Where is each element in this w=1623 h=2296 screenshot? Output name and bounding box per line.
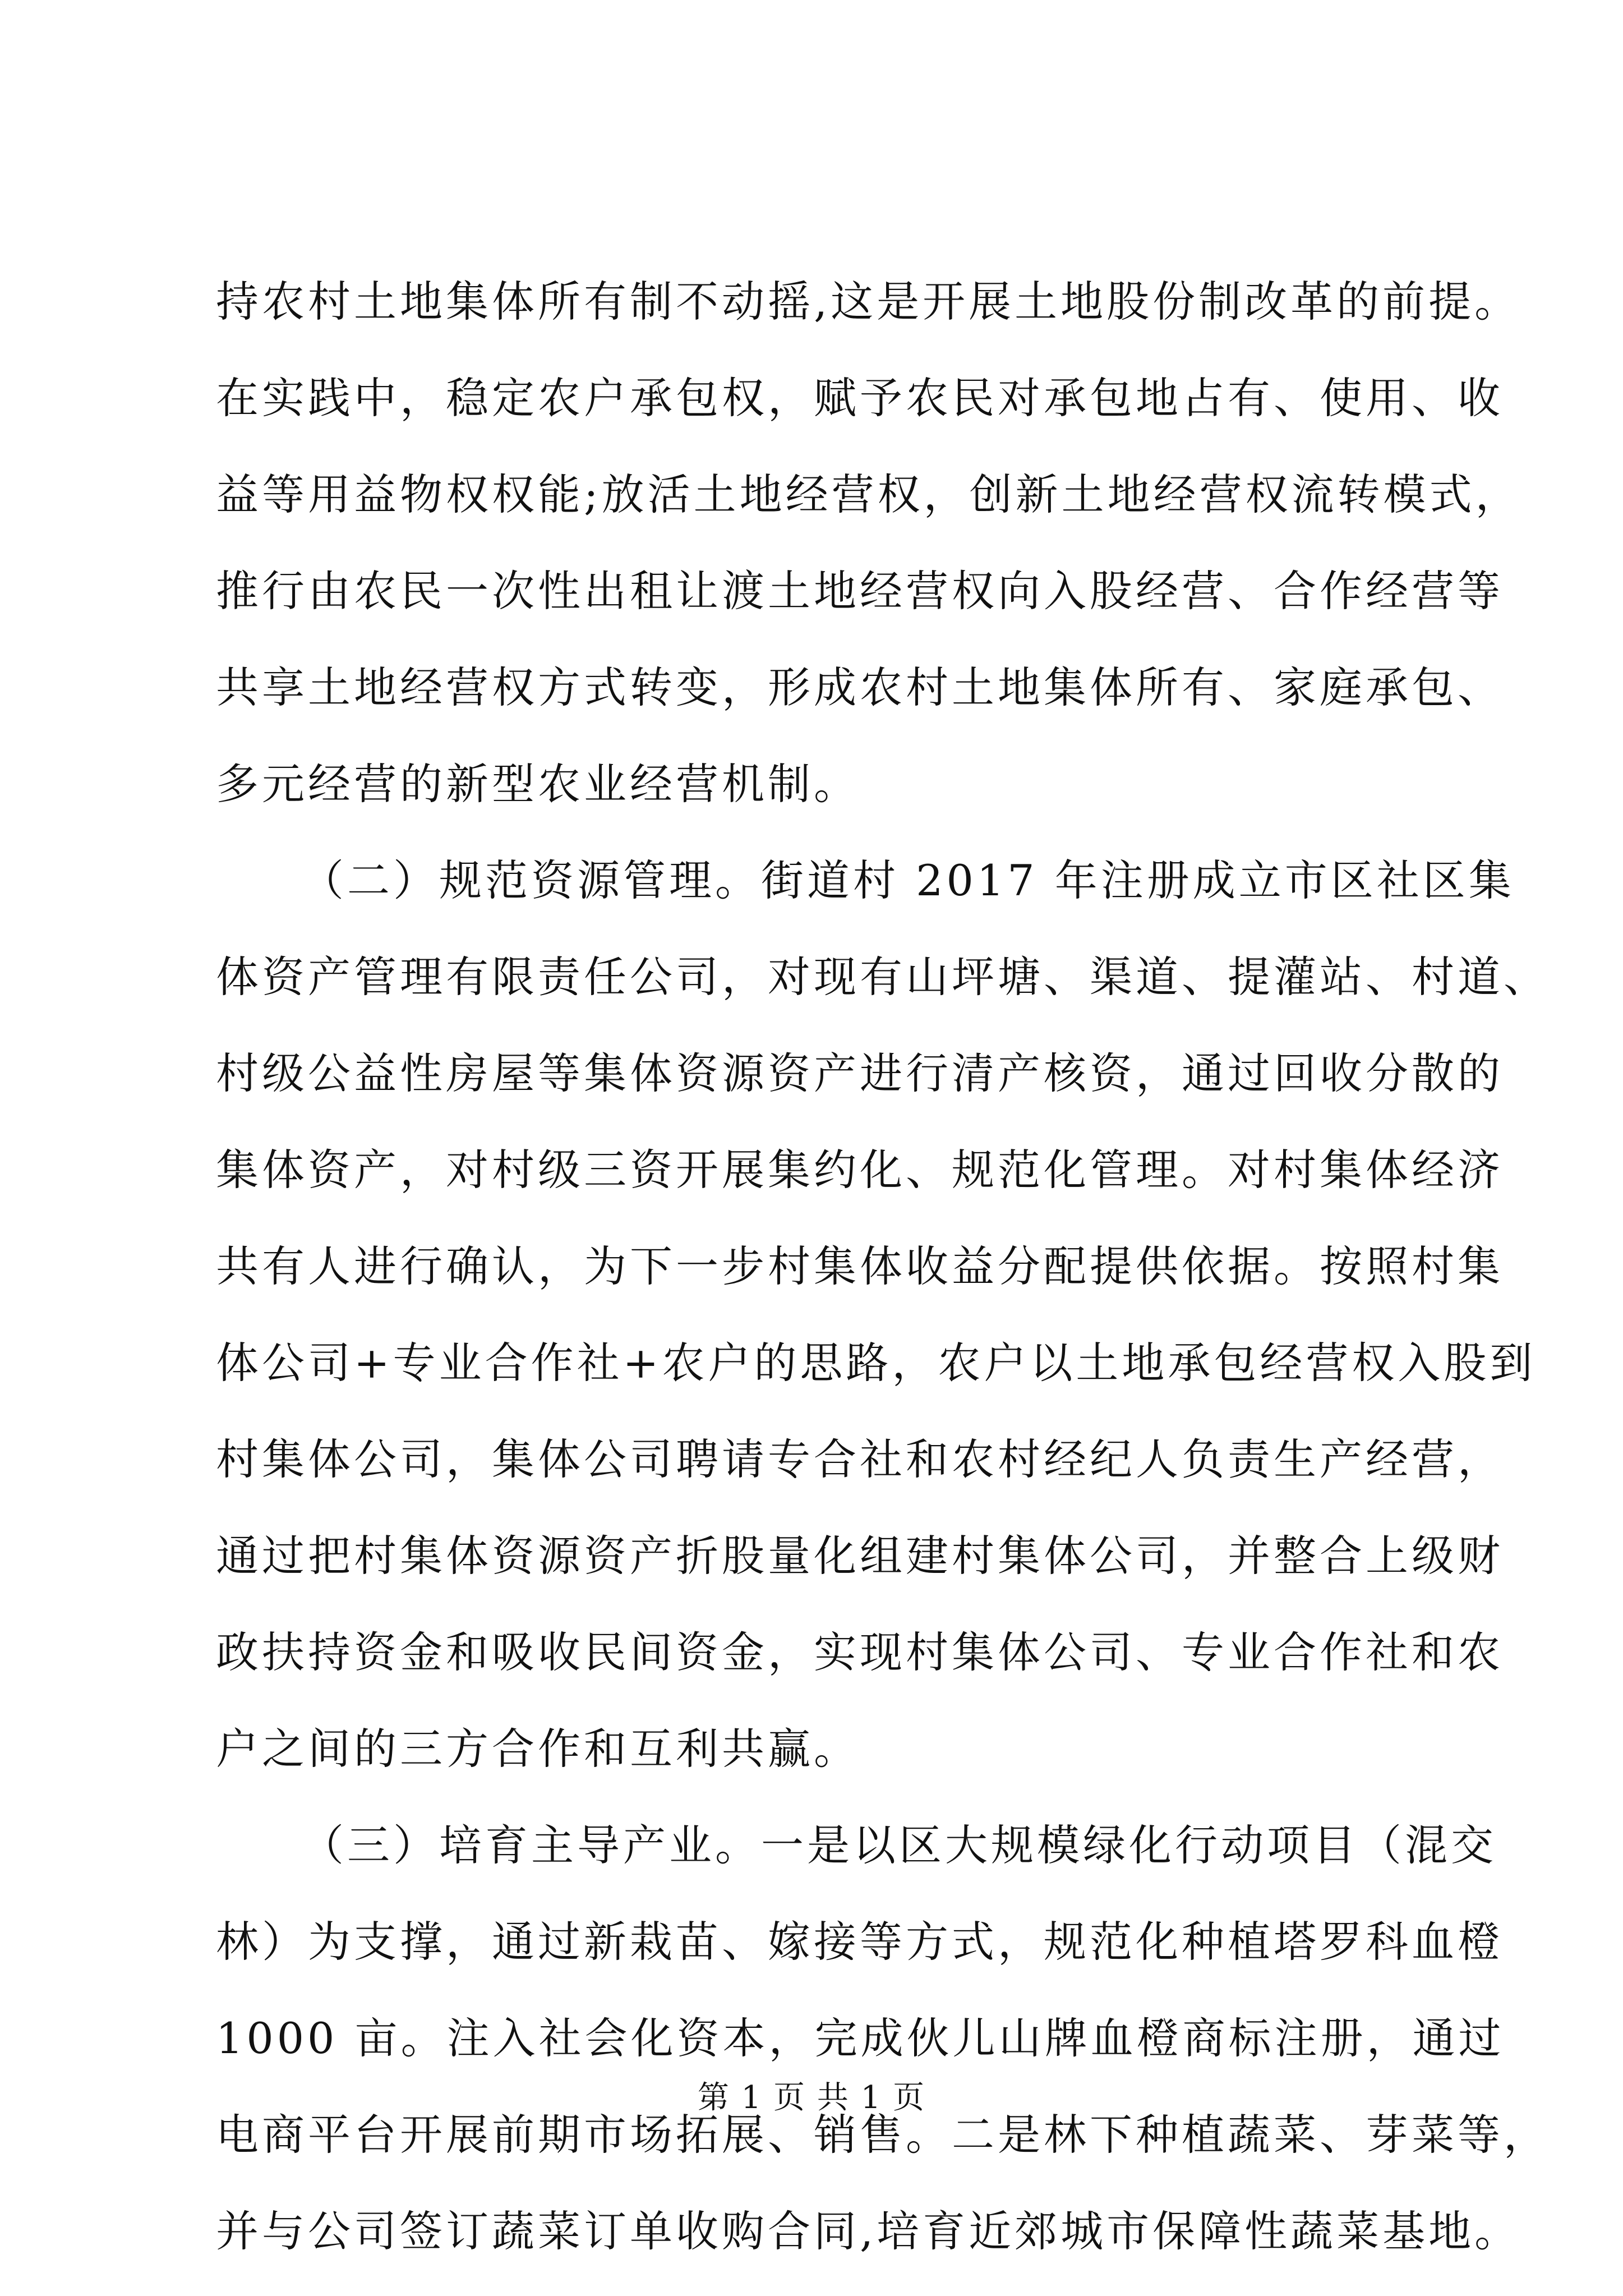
text-line: 体公司+专业合作社+农户的思路，农户以土地承包经营权入股到 xyxy=(216,1338,1536,1388)
text-line: 村级公益性房屋等集体资源资产进行清产核资，通过回收分散的 xyxy=(216,1048,1504,1098)
page-number-footer: 第 1 页 共 1 页 xyxy=(697,2079,926,2116)
text-line: 户之间的三方合作和互利共赢。 xyxy=(216,1724,860,1774)
text-line: 村集体公司，集体公司聘请专合社和农村经纪人负责生产经营， xyxy=(216,1434,1504,1484)
text-line: 在实践中，稳定农户承包权，赋予农民对承包地占有、使用、收 xyxy=(216,373,1504,423)
text-line: 共享土地经营权方式转变，形成农村土地集体所有、家庭承包、 xyxy=(216,662,1504,712)
text-line: 通过把村集体资源资产折股量化组建村集体公司，并整合上级财 xyxy=(216,1531,1504,1581)
text-line: 并与公司签订蔬菜订单收购合同,培育近郊城市保障性蔬菜基地。 xyxy=(216,2206,1521,2256)
text-line: 共有人进行确认，为下一步村集体收益分配提供依据。按照村集 xyxy=(216,1241,1504,1291)
text-line: 政扶持资金和吸收民间资金，实现村集体公司、专业合作社和农 xyxy=(216,1627,1504,1677)
text-line: 体资产管理有限责任公司，对现有山坪塘、渠道、提灌站、村道、 xyxy=(216,952,1550,1002)
text-line: 持农村土地集体所有制不动摇,这是开展土地股份制改革的前提。 xyxy=(216,277,1521,326)
text-line: 林）为支撑，通过新栽苗、嫁接等方式，规范化种植塔罗科血橙 xyxy=(216,1917,1504,1967)
text-line: 益等用益物权权能;放活土地经营权，创新土地经营权流转模式， xyxy=(216,470,1521,519)
text-line: 1000 亩。注入社会化资本，完成伙儿山牌血橙商标注册，通过 xyxy=(216,2013,1505,2063)
document-body xyxy=(216,254,1550,2280)
text-line: 多元经营的新型农业经营机制。 xyxy=(216,759,860,809)
text-line: 集体资产，对村级三资开展集约化、规范化管理。对村集体经济 xyxy=(216,1145,1504,1195)
section-heading-line: （二）规范资源管理。街道村 2017 年注册成立市区社区集 xyxy=(301,855,1515,905)
section-heading-line: （三）培育主导产业。一是以区大规模绿化行动项目（混交 xyxy=(301,1820,1497,1870)
text-line: 电商平台开展前期市场拓展、销售。二是林下种植蔬菜、芽菜等， xyxy=(216,2110,1550,2160)
text-line: 推行由农民一次性出租让渡土地经营权向入股经营、合作经营等 xyxy=(216,566,1504,616)
